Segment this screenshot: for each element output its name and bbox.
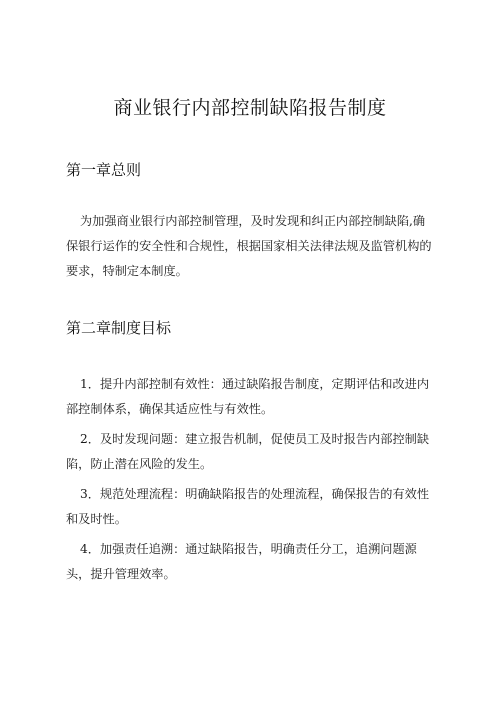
goal-item-1 [66,372,450,422]
item-line: 3．规范处理流程：明确缺陷报告的处理流程，确保报告的有效性 [80,487,430,501]
goal-item-2 [66,427,450,477]
item-line: 1．提升内部控制有效性：通过缺陷报告制度，定期评估和改进内 [80,377,430,391]
item-line: 和及时性。 [66,512,127,526]
chapter-1-paragraph [66,209,450,284]
item-line: 陷，防止潜在风险的发生。 [66,457,213,471]
item-line: 2．及时发现问题：建立报告机制，促使员工及时报告内部控制缺 [80,432,430,446]
goal-item-3 [66,482,450,532]
paragraph-line: 为加强商业银行内部控制管理，及时发现和纠正内部控制缺陷,确 [80,214,426,228]
item-line: 头，提升管理效率。 [66,567,176,581]
chapter-2-heading: 第二章制度目标 [66,319,172,337]
item-line: 4．加强责任追溯：通过缺陷报告，明确责任分工，追溯问题源 [80,542,417,556]
document-title: 商业银行内部控制缺陷报告制度 [113,97,387,119]
paragraph-line: 保银行运作的安全性和合规性，根据国家相关法律法规及监管机构的 [66,239,432,253]
paragraph-line: 要求，特制定本制度。 [66,264,188,278]
item-line: 部控制体系，确保其适应性与有效性。 [66,402,274,416]
chapter-1-heading: 第一章总则 [66,161,142,179]
goal-item-4 [66,537,450,587]
